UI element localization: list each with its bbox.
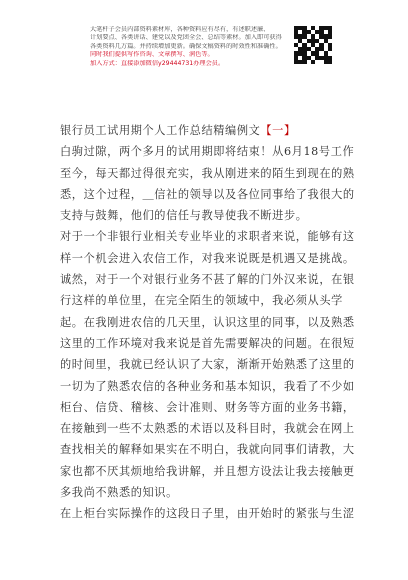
banner-red-line: 加入方式：直接添加微信y29444731办理会员。 [90,59,225,67]
banner-text [90,26,286,68]
banner-line: 计划要点、各类讲话、建党以及党团全会、总结等素材。加入即可获得 [90,34,282,42]
document-body [60,120,356,525]
qr-code-icon [294,26,332,64]
banner-line: 各类资料几万篇。并持续增加更新。确保文稿资料的时效性和准确性。 [90,42,282,50]
paragraph: 白驹过隙，两个多月的试用期即将结束！从6月18号工作至今，每天都过得很充实，我从刚进来的陌生到现在的熟悉，这个过程，＿信社的领导以及各位同事给了我很大的支持与鼓舞，他们的信任与教导使我不断进步。 [60,145,355,223]
document-title-text: 银行员工试用期个人工作总结精编例文 [60,124,261,137]
document-title-mark: 【一】 [260,124,296,137]
banner-red-line: 同时我们提供写作咨询、文章撰写、润色等。 [90,51,214,59]
paragraph: 在上柜台实际操作的这段日子里，由开始时的紧张与生涩 [60,507,355,521]
paragraph: 对于一个非银行业相关专业毕业的求职者来说，能够有这样一个机会进入农信工作，对我来说既是机遇又是挑战。诚然，对于一个对银行业务不甚了解的门外汉来说，在银行这样的单位里，在完全陌生的领域中，我必须从头学起。在我刚进农信的几天里，认识这里的同事，以及熟悉这里的工作环境对我来说是首先需要解决的问题。在很短的时间里，我就已经认识了大家，渐渐开始熟悉了这里的一切为了熟悉农信的各种业务和基本知识，我看了不少如柜台、信贷、稽核、会计准则、财务等方面的业务书籍，在接触到一些不太熟悉的术语以及科目时，我就会在网上查找相关的解释如果实在不明白，我就向同事们请教，大家也都不厌其烦地给我讲解，并且想方设法让我去接触更多我尚不熟悉的知识。 [60,230,355,500]
banner-line: 大笔杆子会员内部资料素材库，各种资料应有尽有，有述职述廉、 [90,26,270,33]
document-title [60,120,356,141]
ad-banner [90,26,390,80]
